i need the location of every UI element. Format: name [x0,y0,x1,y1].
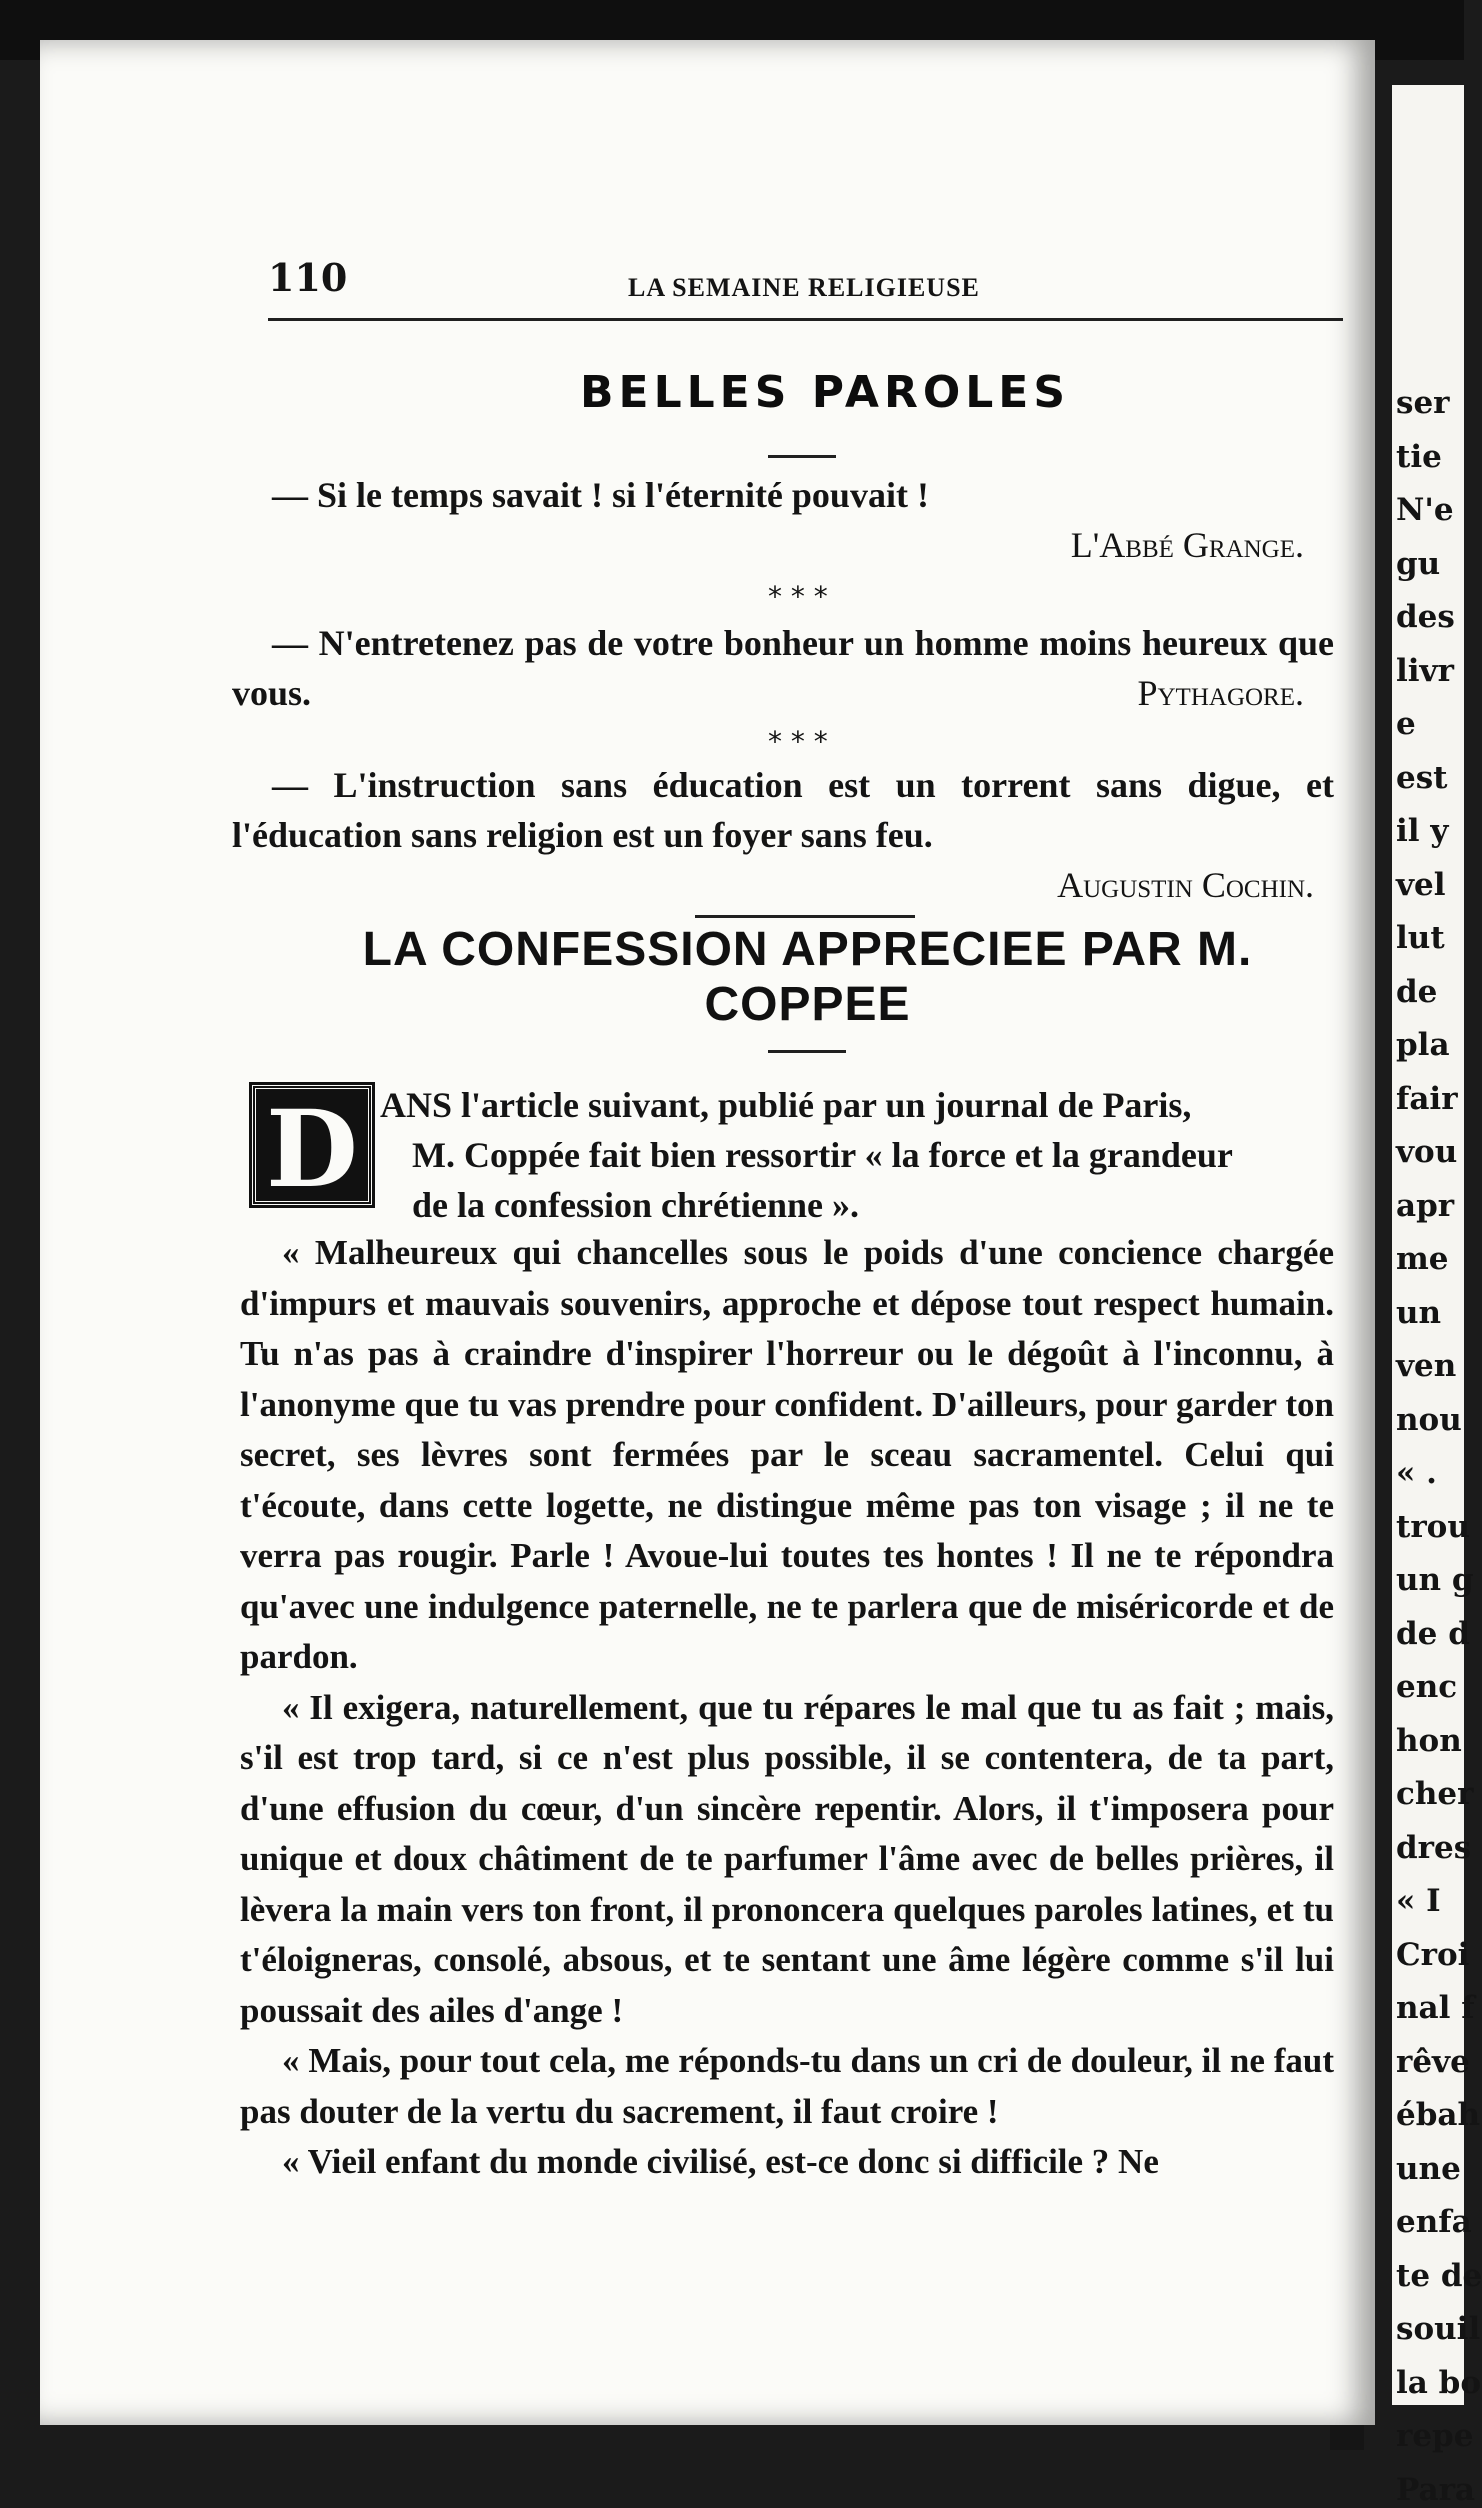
adjacent-page-fragment: fair [1396,1080,1458,1117]
section-heading: BELLES PAROLES [579,367,1071,418]
adjacent-page-fragment: Para [1396,2471,1475,2508]
adjacent-page-fragment: enc [1396,1669,1458,1705]
adjacent-page-fragment: ser [1396,385,1450,421]
quote-author: Pythagore. [1137,673,1304,713]
adjacent-page-fragment: ébah [1396,2097,1481,2133]
article-title: LA CONFESSION APPRECIEE PAR M. COPPEE [362,923,1253,1031]
adjacent-page-fragment: lut [1396,920,1445,956]
adjacent-page-fragment: N'e [1396,492,1454,528]
intro-line: M. Coppée fait bien ressortir « la force et la grandeur [412,1135,1233,1175]
section-divider [695,915,915,918]
adjacent-page-fragment: trou [1396,1508,1470,1545]
adjacent-page-fragment: « I [1396,1883,1441,1919]
adjacent-page-fragment: vou [1396,1134,1458,1170]
quote-1 [232,470,1334,570]
adjacent-page-fragment: ven [1396,1348,1457,1384]
quote-text: — N'entretenez pas de votre bonheur un homme moins heureux que vous. [232,623,1334,713]
adjacent-page-fragment: nal f [1396,1990,1475,2026]
adjacent-page-fragment: dres [1396,1829,1472,1866]
adjacent-page-fragment: la bo [1396,2364,1482,2401]
adjacent-page-fragment: de d [1396,1615,1470,1652]
page-number: 110 [268,255,348,300]
adjacent-page-fragment: vel [1396,866,1446,903]
article-intro [380,1080,1335,1230]
adjacent-page-fragment: repe [1396,2418,1474,2454]
adjacent-page-fragment: Croi [1396,1936,1470,1973]
adjacent-page-fragment: nou [1396,1401,1462,1438]
article-paragraph: « Malheureux qui chancelles sous le poids d'une concience chargée d'impurs et mauvais souvenirs, approche et dépose tout respect humain. Tu n'as pas à craindre d'inspirer l'horreur ou le dégoût à l'inconnu, à l'anonyme que tu vas prendre pour confident. D'ailleurs, pour garder ton secret, ses lèvres sont fermées par le sceau sacramentel. Celui qui t'écoute, dans cette logette, ne distingue même pas ton visage ; il ne te verra pas rougir. Parle ! Avoue-lui toutes tes hontes ! Il ne te répondra qu'avec une indulgence paternelle, ne te parlera que de miséricorde et de pardon. [240,1233,1334,1676]
quote-author: L'Abbé Grange. [1070,525,1304,565]
adjacent-page-fragment: une [1396,2150,1461,2187]
separator-stars: * * * [768,580,828,613]
adjacent-page-fragment: hon [1396,1722,1462,1759]
article-paragraph: « Il exigera, naturellement, que tu répares le mal que tu as fait ; mais, s'il est trop tard, si ce n'est plus possible, il se contentera, de ta part, d'une effusion du cœur, d'un sincère repentir. Alors, il t'imposera pour unique et doux châtiment de te parfumer l'âme avec de belles prières, il lèvera la main vers ton front, il prononcera quelques paroles latines, et tu t'éloigneras, consolé, absous, et te sentant une âme légère comme s'il lui poussait des ailes d'ange ! [240,1687,1334,2030]
adjacent-page-fragment: enfa [1396,2204,1472,2240]
page-header [268,255,1348,305]
adjacent-page-fragment: des [1396,599,1455,635]
adjacent-page-fragment: est [1396,759,1448,796]
article-paragraph: « Vieil enfant du monde civilisé, est-ce donc si difficile ? Ne [282,2142,1159,2181]
adjacent-page-fragment: me [1396,1241,1449,1277]
adjacent-page-fragment: te de [1396,2257,1482,2294]
adjacent-page-fragment: souil [1396,2311,1481,2347]
article-paragraph: « Mais, pour tout cela, me réponds-tu dans un cri de douleur, il ne faut pas douter de la vertu du sacrement, il faut croire ! [240,2041,1334,2131]
adjacent-page-fragment: il y [1396,813,1449,849]
drop-cap: D [252,1085,372,1205]
running-title: LA SEMAINE RELIGIEUSE [628,273,980,302]
adjacent-page-fragment: tie [1396,438,1442,475]
adjacent-page-fragment: livr [1396,652,1454,689]
heading-underline [768,455,836,458]
intro-line: ANS l'article suivant, publié par un journal de Paris, [380,1085,1192,1125]
quote-author: Augustin Cochin. [1057,865,1314,905]
adjacent-page-fragment: « . [1396,1455,1437,1491]
quote-3 [232,760,1334,910]
adjacent-page-fragment: un g [1396,1562,1474,1598]
header-rule [268,318,1343,321]
title-underline [768,1050,846,1053]
article-body [240,1228,1334,2188]
intro-line: de la confession chrétienne ». [412,1185,859,1225]
adjacent-page-fragment: e [1396,706,1416,742]
separator-stars: * * * [768,725,828,758]
adjacent-page-fragment: rêve [1396,2043,1470,2080]
adjacent-page-fragment: gu [1396,545,1441,582]
adjacent-page-fragment: cher [1396,1776,1474,1812]
adjacent-page-fragment: un [1396,1294,1442,1331]
quote-text: — Si le temps savait ! si l'éternité pouvait ! [272,475,929,515]
adjacent-page-fragment: de [1396,973,1438,1010]
adjacent-page-fragment: pla [1396,1027,1450,1063]
adjacent-page-edge [1392,85,1482,2508]
quote-2 [232,618,1334,718]
adjacent-page-fragment: apr [1396,1187,1455,1224]
quote-text: — L'instruction sans éducation est un torrent sans digue, et l'éducation sans religion est un foyer sans feu. [232,765,1334,855]
